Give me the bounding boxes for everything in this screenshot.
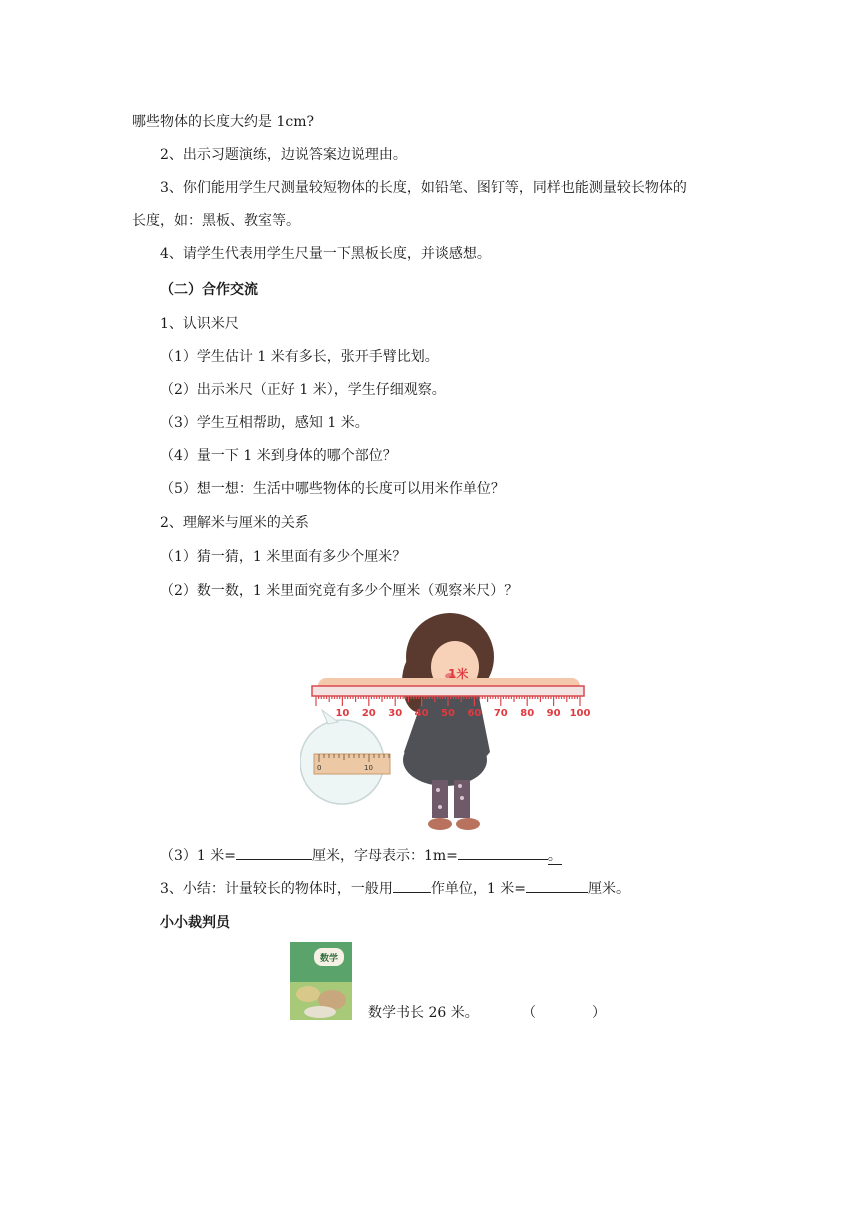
fill1-middle: 厘米，字母表示：1m= [312,848,458,864]
ruler-label-30: 30 [388,708,403,719]
text-line-12: （5）想一想：生活中哪些物体的长度可以用米作单位？ [160,481,505,497]
fill-in-summary [160,878,630,899]
text-line-13: 2、理解米与厘米的关系 [160,515,309,531]
text-line-4: 长度，如：黑板、教室等。 [132,213,300,229]
ruler-label-20: 20 [361,708,376,719]
ruler-label-10: 10 [335,708,350,719]
text-line-11: （4）量一下 1 米到身体的哪个部位？ [160,448,397,464]
zoom-label-10: 10 [364,764,373,772]
fill2-middle: 作单位，1 米= [430,881,526,897]
text-line-5: 4、请学生代表用学生尺量一下黑板长度，并谈感想。 [160,246,491,262]
answer-blank-letter[interactable] [458,845,548,860]
fill2-suffix: 厘米。 [588,881,630,897]
ruler-label-80: 80 [520,708,535,719]
ruler-label-70: 70 [493,708,508,719]
text-line-7: 1、认识米尺 [160,316,239,332]
answer-blank-cm[interactable] [236,845,312,860]
ruler-label-60: 60 [467,708,482,719]
judge-answer-parentheses[interactable]: （ ） [522,1005,606,1021]
answer-blank-cm-2[interactable] [526,878,588,893]
book-title: 数学 [319,954,339,964]
math-book-image [290,942,352,1020]
text-line-2: 2、出示习题演练，边说答案边说理由。 [160,147,407,163]
text-line-3: 3、你们能用学生尺测量较短物体的长度，如铅笔、图钉等，同样也能测量较长物体的 [160,180,687,196]
answer-blank-unit[interactable] [393,878,431,893]
text-line-15: （2）数一数，1 米里面究竟有多少个厘米（观察米尺）？ [160,583,519,599]
fill1-suffix: 。 [547,848,562,864]
text-line-10: （3）学生互相帮助，感知 1 米。 [160,415,369,431]
text-line-14: （1）猜一猜，1 米里面有多少个厘米？ [160,549,407,565]
fill2-prefix: 3、小结：计量较长的物体时，一般用 [160,881,393,897]
fill1-prefix: （3）1 米= [160,848,236,864]
text-line-8: （1）学生估计 1 米有多长，张开手臂比划。 [160,349,439,365]
meter-ruler-bar [312,686,584,696]
text-line-1: 哪些物体的长度大约是 1cm? [132,114,314,130]
one-meter-badge: 1米 [448,667,469,681]
section-heading-cooperation: （二）合作交流 [160,282,258,298]
fill-in-meter-cm [160,845,562,866]
meter-ruler-illustration [300,612,600,834]
ruler-label-90: 90 [546,708,561,719]
ruler-label-100: 100 [569,708,591,719]
judge-heading: 小小裁判员 [160,915,230,931]
ruler-label-50: 50 [441,708,455,719]
judge-statement: 数学书长 26 米。 [368,1005,479,1021]
text-line-9: （2）出示米尺（正好 1 米），学生仔细观察。 [160,382,446,398]
ruler-label-40: 40 [414,708,429,719]
zoom-label-0: 0 [317,764,322,772]
